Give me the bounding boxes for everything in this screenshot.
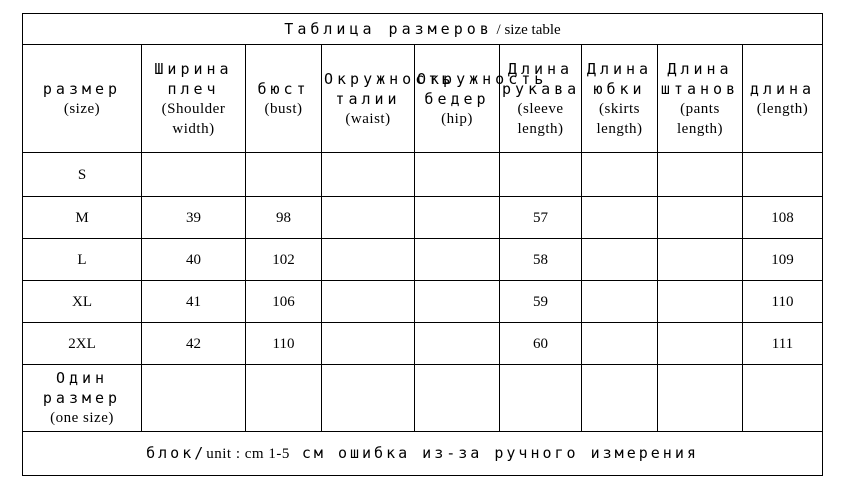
title-ru: Таблица размеров: [284, 19, 493, 38]
pants-cell: [658, 323, 743, 365]
table-title: [23, 14, 823, 45]
header-waist: [322, 45, 455, 153]
pants-cell: [658, 365, 743, 432]
shoulder-cell: [142, 153, 246, 197]
header-en: (skirts length): [596, 100, 643, 137]
header-en: (pants length): [677, 100, 723, 137]
sleeve-cell: 60: [500, 323, 582, 365]
table-row: [23, 281, 823, 323]
header-ru: Окружность талии: [324, 69, 455, 108]
sleeve-cell: 57: [500, 197, 582, 239]
length-cell: 110: [743, 281, 823, 323]
hip-cell: [415, 323, 500, 365]
length-cell: [743, 365, 823, 432]
header-en: (length): [756, 100, 809, 117]
hip-cell: [415, 239, 500, 281]
table-row: [23, 365, 823, 432]
bust-cell: [246, 153, 322, 197]
header-shoulder: [142, 45, 246, 153]
skirt-cell: [582, 197, 658, 239]
header-row: [23, 45, 823, 153]
header-ru: размер: [42, 79, 122, 98]
pants-cell: [658, 153, 743, 197]
header-sleeve: [500, 45, 582, 153]
shoulder-cell: 40: [142, 239, 246, 281]
skirt-cell: [582, 281, 658, 323]
size-table: [22, 13, 823, 476]
table-row: [23, 153, 823, 197]
skirt-cell: [582, 365, 658, 432]
header-bust: [246, 45, 322, 153]
bust-cell: 102: [246, 239, 322, 281]
header-ru: бюст: [257, 79, 310, 98]
header-ru: длина: [749, 79, 816, 98]
pants-cell: [658, 239, 743, 281]
waist-cell: [322, 323, 415, 365]
table-row: [23, 197, 823, 239]
bust-cell: 110: [246, 323, 322, 365]
header-pants: [658, 45, 743, 153]
header-ru: Окружность бедер: [417, 69, 548, 108]
header-size: [23, 45, 142, 153]
header-ru: Ширина плеч: [154, 59, 233, 98]
header-en: (Shoulder width): [161, 100, 226, 137]
bust-cell: [246, 365, 322, 432]
length-cell: 111: [743, 323, 823, 365]
size-cell: [23, 365, 142, 432]
size-ru: Один размер: [42, 369, 122, 407]
size-cell: M: [23, 197, 142, 239]
header-en: (waist): [345, 110, 391, 127]
footer-note: [23, 432, 823, 476]
waist-cell: [322, 239, 415, 281]
size-en: (one size): [50, 410, 114, 426]
waist-cell: [322, 281, 415, 323]
header-en: (hip): [441, 110, 473, 127]
bust-cell: 98: [246, 197, 322, 239]
shoulder-cell: [142, 365, 246, 432]
size-cell: 2XL: [23, 323, 142, 365]
sleeve-cell: 58: [500, 239, 582, 281]
length-cell: [743, 153, 823, 197]
waist-cell: [322, 153, 415, 197]
length-cell: 109: [743, 239, 823, 281]
sleeve-cell: 59: [500, 281, 582, 323]
pants-cell: [658, 281, 743, 323]
hip-cell: [415, 197, 500, 239]
header-en: (size): [63, 100, 101, 117]
header-length: [743, 45, 823, 153]
pants-cell: [658, 197, 743, 239]
footer-unit: unit : cm 1-5: [206, 446, 290, 462]
table-row: [23, 323, 823, 365]
shoulder-cell: 39: [142, 197, 246, 239]
header-en: (bust): [264, 100, 303, 117]
hip-cell: [415, 281, 500, 323]
skirt-cell: [582, 323, 658, 365]
header-ru: Длина штанов: [660, 59, 740, 98]
table-row: [23, 239, 823, 281]
footer-prefix: блок/: [146, 444, 207, 462]
header-ru: Длина юбки: [586, 59, 653, 98]
hip-cell: [415, 365, 500, 432]
waist-cell: [322, 197, 415, 239]
header-ru: Длина рукава: [502, 59, 581, 98]
size-cell: S: [23, 153, 142, 197]
header-skirt: [582, 45, 658, 153]
sleeve-cell: [500, 153, 582, 197]
size-cell: XL: [23, 281, 142, 323]
footer-suffix: см ошибка из-за ручного измерения: [301, 444, 699, 462]
sleeve-cell: [500, 365, 582, 432]
size-cell: L: [23, 239, 142, 281]
shoulder-cell: 41: [142, 281, 246, 323]
length-cell: 108: [743, 197, 823, 239]
skirt-cell: [582, 153, 658, 197]
bust-cell: 106: [246, 281, 322, 323]
skirt-cell: [582, 239, 658, 281]
header-en: (sleeve length): [517, 100, 564, 137]
shoulder-cell: 42: [142, 323, 246, 365]
title-en: / size table: [496, 21, 561, 38]
hip-cell: [415, 153, 500, 197]
waist-cell: [322, 365, 415, 432]
